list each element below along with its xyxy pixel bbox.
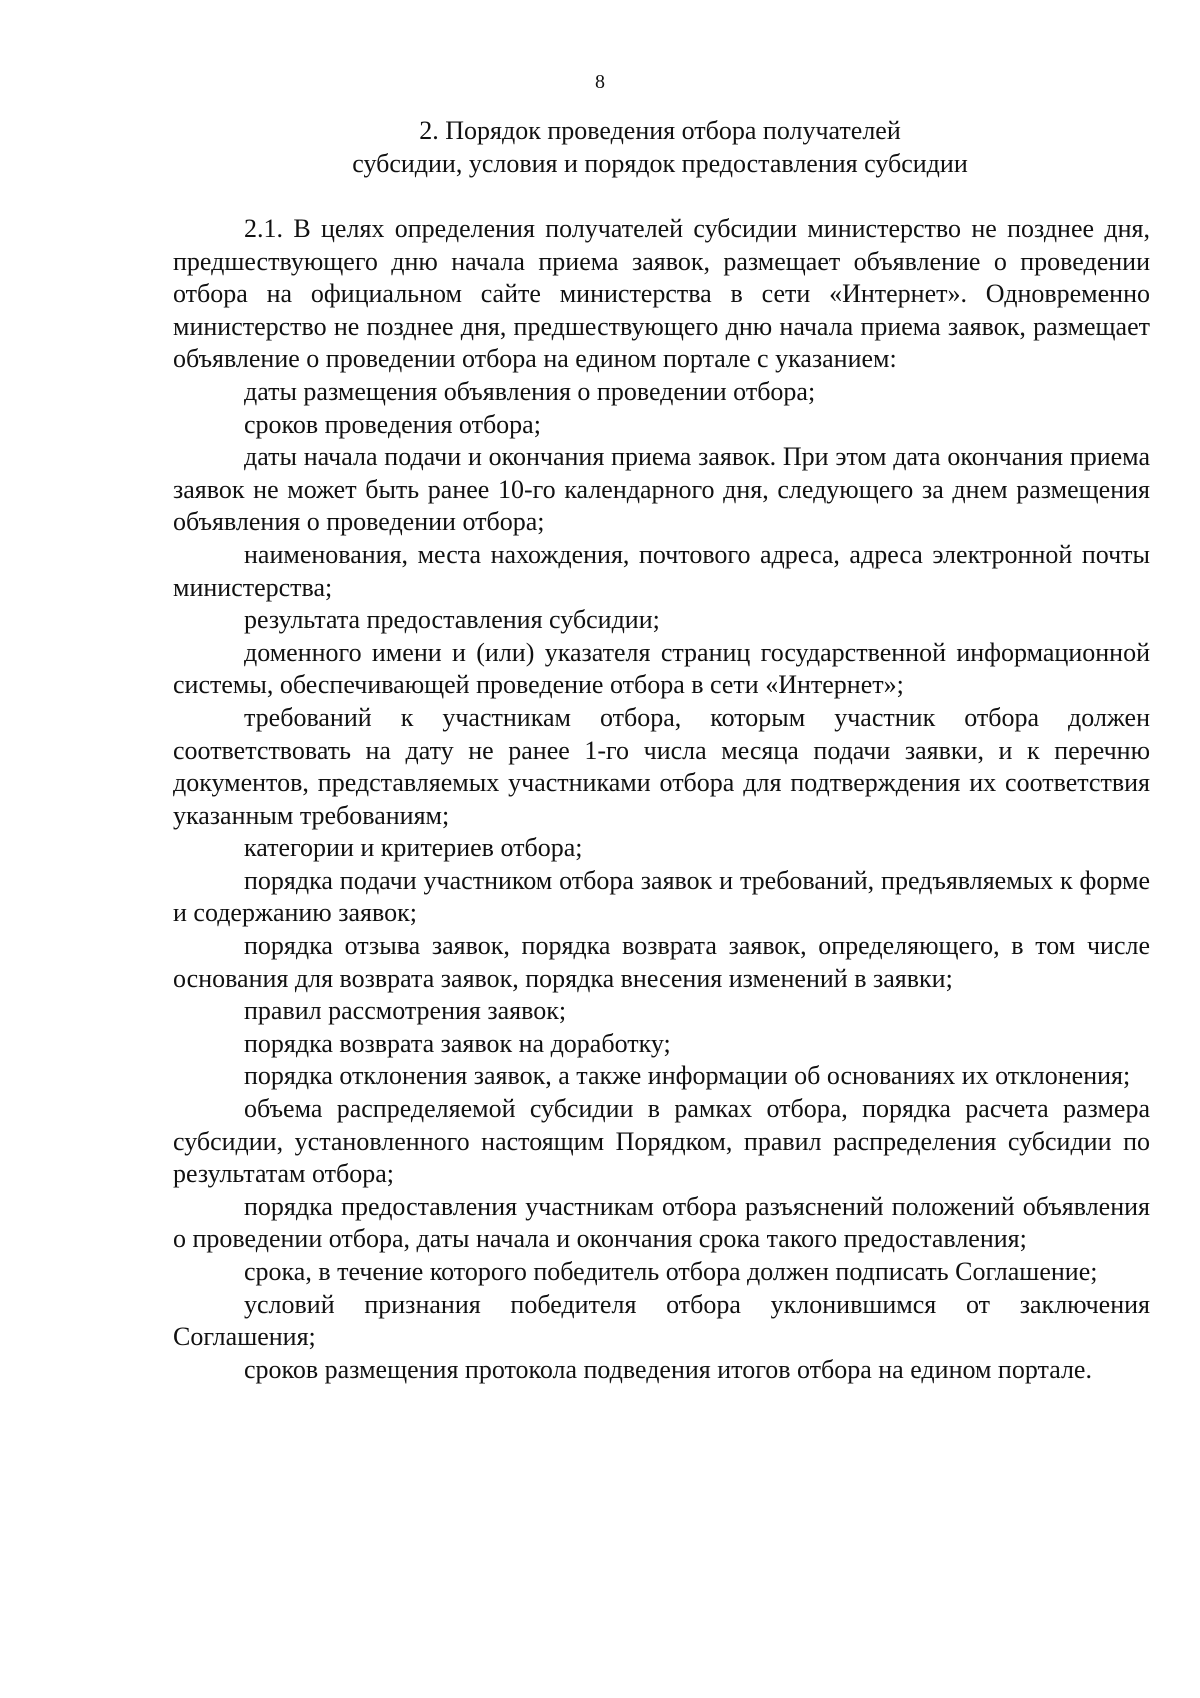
list-item: результата предоставления субсидии; [244, 605, 660, 635]
page-number: 8 [595, 71, 605, 93]
list-item: порядка отклонения заявок, а также информации об основаниях их отклонения; [244, 1061, 1131, 1091]
list-item: наименования, места нахождения, почтового адреса, адреса электронной почты министерства; [173, 539, 1150, 602]
section-title-line-1: 2. Порядок проведения отбора получателей [419, 116, 901, 145]
list-item: сроков размещения протокола подведения итогов отбора на едином портале. [244, 1354, 1092, 1384]
list-item: условий признания победителя отбора уклонившимся от заключения Соглашения; [173, 1289, 1150, 1352]
list-item: порядка возврата заявок на доработку; [244, 1028, 671, 1058]
list-item: порядка подачи участником отбора заявок и требований, предъявляемых к форме и содержанию заявок; [173, 865, 1150, 928]
list-item: категории и критериев отбора; [244, 833, 583, 863]
list-item: объема распределяемой субсидии в рамках отбора, порядка расчета размера субсидии, установленного настоящим Порядком, правил распределения субсидии по результатам отбора; [173, 1094, 1150, 1189]
list-item: даты начала подачи и окончания приема заявок. При этом дата окончания приема заявок не может быть ранее 10-го календарного дня, следующего за днем размещения объявления о проведении отбора; [173, 442, 1150, 537]
document-body [173, 213, 1150, 1386]
list-item: срока, в течение которого победитель отбора должен подписать Соглашение; [244, 1257, 1098, 1286]
section-title-line-2: субсидии, условия и порядок предоставления субсидии [352, 149, 968, 178]
list-item: сроков проведения отбора; [244, 409, 541, 439]
list-item: порядка предоставления участникам отбора разъяснений положений объявления о проведении отбора, даты начала и окончания срока такого предоставления; [173, 1191, 1150, 1254]
list-item: доменного имени и (или) указателя страниц государственной информационной системы, обеспечивающей проведение отбора в сети «Интернет»; [173, 637, 1150, 700]
list-item: даты размещения объявления о проведении отбора; [244, 376, 816, 406]
list-item: требований к участникам отбора, которым участник отбора должен соответствовать на дату не ранее 1-го числа месяца подачи заявки, и к перечню документов, представляемых участниками отбора для подтверждения их соответствия указанным требованиям; [173, 702, 1150, 830]
section-title [170, 114, 1150, 180]
list-item: правил рассмотрения заявок; [244, 996, 567, 1026]
paragraph: 2.1. В целях определения получателей субсидии министерство не позднее дня, предшествующего дню начала приема заявок, размещает объявление о проведении отбора на официальном сайте министерства в сети «Интернет». Одновременно министерство не позднее дня, предшествующего дню начала приема заявок, размещает объявление о проведении отбора на едином портале с указанием: [173, 214, 1150, 374]
list-item: порядка отзыва заявок, порядка возврата заявок, определяющего, в том числе основания для возврата заявок, порядка внесения изменений в заявки; [173, 931, 1150, 993]
